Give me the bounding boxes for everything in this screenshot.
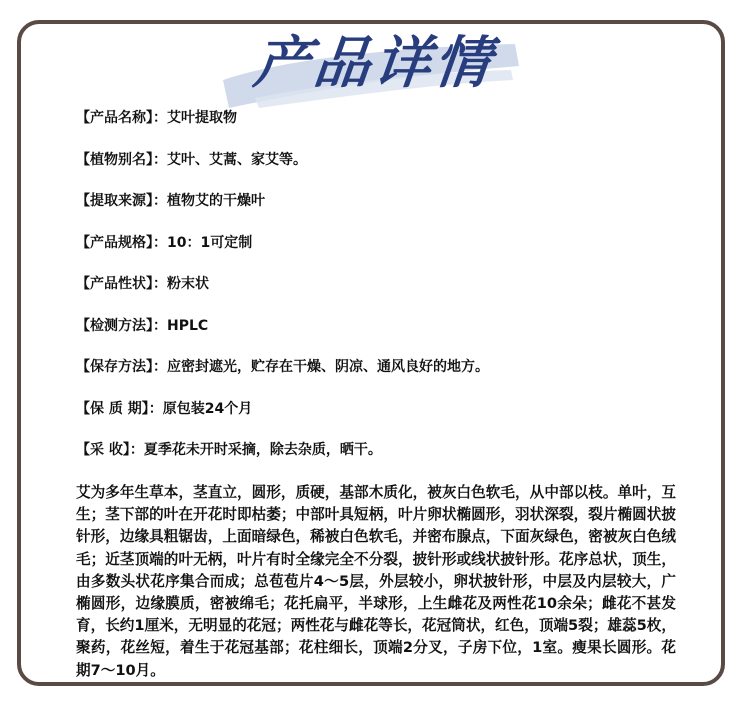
info-value: 艾叶提取物 [167,110,237,126]
info-value: HPLC [167,317,209,334]
info-label: 【采 收】 [76,442,130,458]
info-row-storage [76,357,676,399]
info-sep: ： [153,359,167,375]
info-sep: ： [153,151,167,168]
info-value: 10：1可定制 [167,234,253,251]
info-label: 【产品性状】 [76,276,153,292]
info-sep: ： [153,317,167,334]
info-row-alias [76,150,676,192]
info-sep: ： [148,400,163,417]
info-row-test-method [76,316,676,358]
plant-description: 艾为多年生草本，茎直立，圆形，质硬，基部木质化，被灰白色软毛，从中部以枝。单叶，互生；茎下部的叶在开花时即枯萎；中部叶具短柄，叶片卵状椭圆形，羽状深裂，裂片椭圆状披针形，边缘具粗锯齿，上面暗绿色，稀被白色软毛，并密布腺点，下面灰绿色，密被灰白色绒毛；近茎顶端的叶无柄，叶片有时全缘完全不分裂，披针形或线状披针形。花序总状，顶生，由多数头状花序集合而成；总苞苞片4～5层，外层较小，卵状披针形，中层及内层较大，广椭圆形，边缘膜质，密被绵毛；花托扁平，半球形，上生雌花及两性花10余朵；雌花不甚发育，长约1厘米，无明显的花冠；两性花与雌花等长，花冠筒状，红色，顶端5裂；雄蕊5枚，聚药，花丝短，着生于花冠基部；花柱细长，顶端2分叉，子房下位，1室。瘦果长圆形。花期7～10月。 [76,484,676,679]
info-row-appearance [76,274,676,316]
info-label: 【提取来源】 [76,193,153,209]
page-title: 产品详情 [250,31,498,96]
info-label: 【保存方法】 [76,359,153,375]
info-row-spec [76,233,676,275]
info-value: 夏季花未开时采摘，除去杂质，晒干。 [143,442,382,458]
info-label: 【产品规格】 [76,234,153,251]
info-row-shelf-life [76,399,676,441]
info-sep: ： [153,110,167,126]
info-label: 【保 质 期】 [76,400,149,417]
info-row-name [76,108,676,150]
info-value: 植物艾的干燥叶 [167,193,265,209]
info-value: 原包装24个月 [162,400,253,417]
info-label: 【产品名称】 [76,110,153,126]
info-sep: ： [153,276,167,292]
product-info-list [76,108,676,482]
info-row-harvest [76,440,676,482]
info-sep: ： [153,193,167,209]
info-row-source [76,191,676,233]
info-value: 应密封遮光，贮存在干燥、阴凉、通风良好的地方。 [167,359,489,375]
info-sep: ： [153,234,167,251]
title-banner [215,18,525,114]
info-value: 艾叶、艾蒿、家艾等。 [167,151,307,168]
info-label: 【检测方法】 [76,317,153,334]
info-label: 【植物别名】 [76,151,153,168]
info-value: 粉末状 [167,276,209,292]
info-sep: ： [129,442,144,458]
